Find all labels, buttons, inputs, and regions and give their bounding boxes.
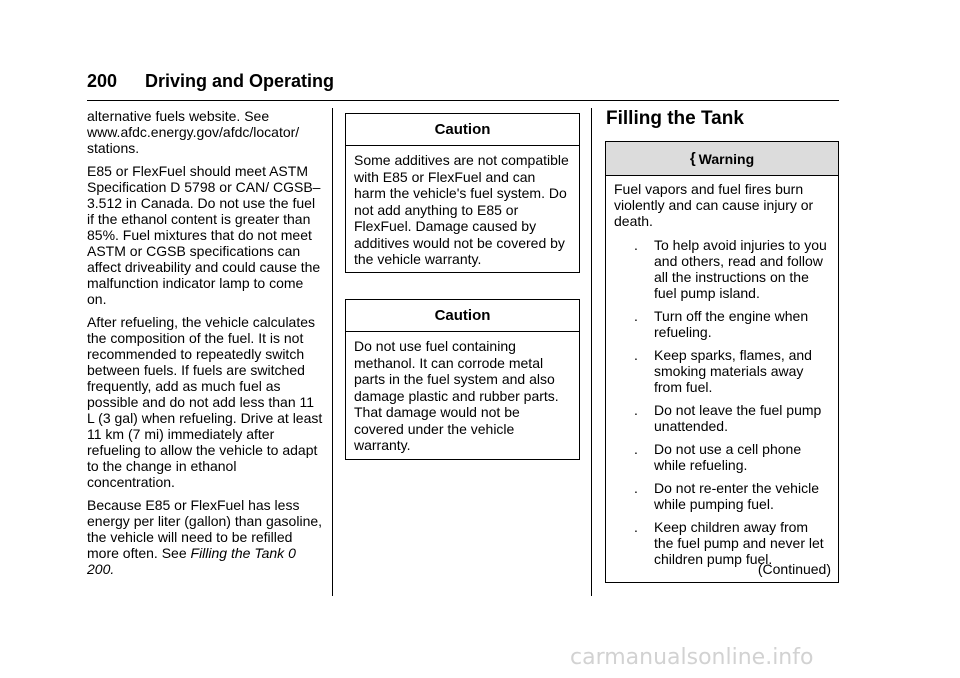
caution-title: Caution bbox=[346, 114, 579, 146]
paragraph: E85 or FlexFuel should meet ASTM Specification D 5798 or CAN/ CGSB–3.512 in Canada. Do not use the fuel if the ethanol content is greater than 85%. Fuel mixtures that do not meet ASTM or CGSB specifications can affect driveability and could cause the malfunction indicator lamp to come on. bbox=[87, 163, 321, 307]
list-item bbox=[626, 308, 830, 340]
section-heading: Filling the Tank bbox=[606, 108, 744, 129]
bullet-icon: . bbox=[634, 441, 638, 457]
caution-title: Caution bbox=[346, 300, 579, 332]
caution-body: Do not use fuel containing methanol. It can corrode metal parts in the fuel system and also damage plastic and rubber parts. That damage would not be covered under the vehicle warranty. bbox=[354, 338, 559, 453]
paragraph: After refueling, the vehicle calculates the composition of the fuel. It is not recommended to repeatedly switch between fuels. If fuels are switched frequently, add as much fuel as possible and do not add less than 11 L (3 gal) when refueling. Drive at least 11 km (7 mi) immediately after refueling to allow the vehicle to adapt to the change in ethanol concentration. bbox=[87, 314, 323, 490]
warning-list bbox=[614, 237, 830, 567]
continued-label: (Continued) bbox=[757, 561, 831, 577]
paragraph: alternative fuels website. See www.afdc.energy.gov/afdc/locator/ stations. bbox=[87, 108, 300, 156]
list-item-text: Keep sparks, flames, and smoking materials away from fuel. bbox=[654, 347, 812, 395]
bullet-icon: . bbox=[634, 480, 638, 496]
list-item-text: Do not use a cell phone while refueling. bbox=[654, 441, 802, 473]
list-item bbox=[626, 347, 830, 395]
left-column bbox=[87, 108, 323, 584]
page-reference: 0 200. bbox=[87, 545, 296, 577]
column-divider-left bbox=[332, 108, 333, 596]
list-item-text: To help avoid injuries to you and others, read and follow all the instructions on the fuel pump island. bbox=[654, 237, 827, 301]
warning-header bbox=[606, 142, 838, 176]
list-item bbox=[626, 402, 830, 434]
page-number: 200 bbox=[87, 71, 118, 91]
watermark-text: carmanualsonline.info bbox=[570, 645, 814, 670]
list-item bbox=[626, 519, 830, 567]
bullet-icon: . bbox=[634, 402, 638, 418]
paragraph-text: Because E85 or FlexFuel has less energy per liter (gallon) than gasoline, the vehicle will need to be refilled more often. See bbox=[87, 497, 323, 561]
list-item-text: Turn off the engine when refueling. bbox=[654, 308, 809, 340]
list-item bbox=[626, 237, 830, 301]
caution-body: Some additives are not compatible with E85 or FlexFuel and can harm the vehicle's fuel system. Do not add anything to E85 or FlexFuel. Damage caused by additives would not be covered by the vehicle warranty. bbox=[354, 152, 569, 267]
warning-icon: { bbox=[689, 150, 696, 167]
bullet-icon: . bbox=[634, 347, 638, 363]
warning-intro: Fuel vapors and fuel fires burn violently and can cause injury or death. bbox=[614, 181, 814, 229]
bullet-icon: . bbox=[634, 519, 638, 535]
page-header bbox=[87, 68, 839, 101]
bullet-icon: . bbox=[634, 308, 638, 324]
cross-reference-link[interactable]: Filling the Tank bbox=[190, 545, 285, 561]
caution-box bbox=[345, 113, 580, 273]
list-item-text: Keep children away from the fuel pump and never let children pump fuel. bbox=[654, 519, 824, 567]
column-divider-right bbox=[591, 108, 592, 596]
paragraph bbox=[87, 497, 323, 577]
list-item-text: Do not re-enter the vehicle while pumping fuel. bbox=[654, 480, 819, 512]
list-item bbox=[626, 480, 830, 512]
list-item-text: Do not leave the fuel pump unattended. bbox=[654, 402, 822, 434]
caution-box bbox=[345, 299, 580, 460]
list-item bbox=[626, 441, 830, 473]
warning-box bbox=[605, 141, 839, 583]
section-title: Driving and Operating bbox=[145, 71, 335, 91]
warning-body bbox=[606, 176, 838, 567]
bullet-icon: . bbox=[634, 237, 638, 253]
warning-title: Warning bbox=[698, 150, 755, 167]
